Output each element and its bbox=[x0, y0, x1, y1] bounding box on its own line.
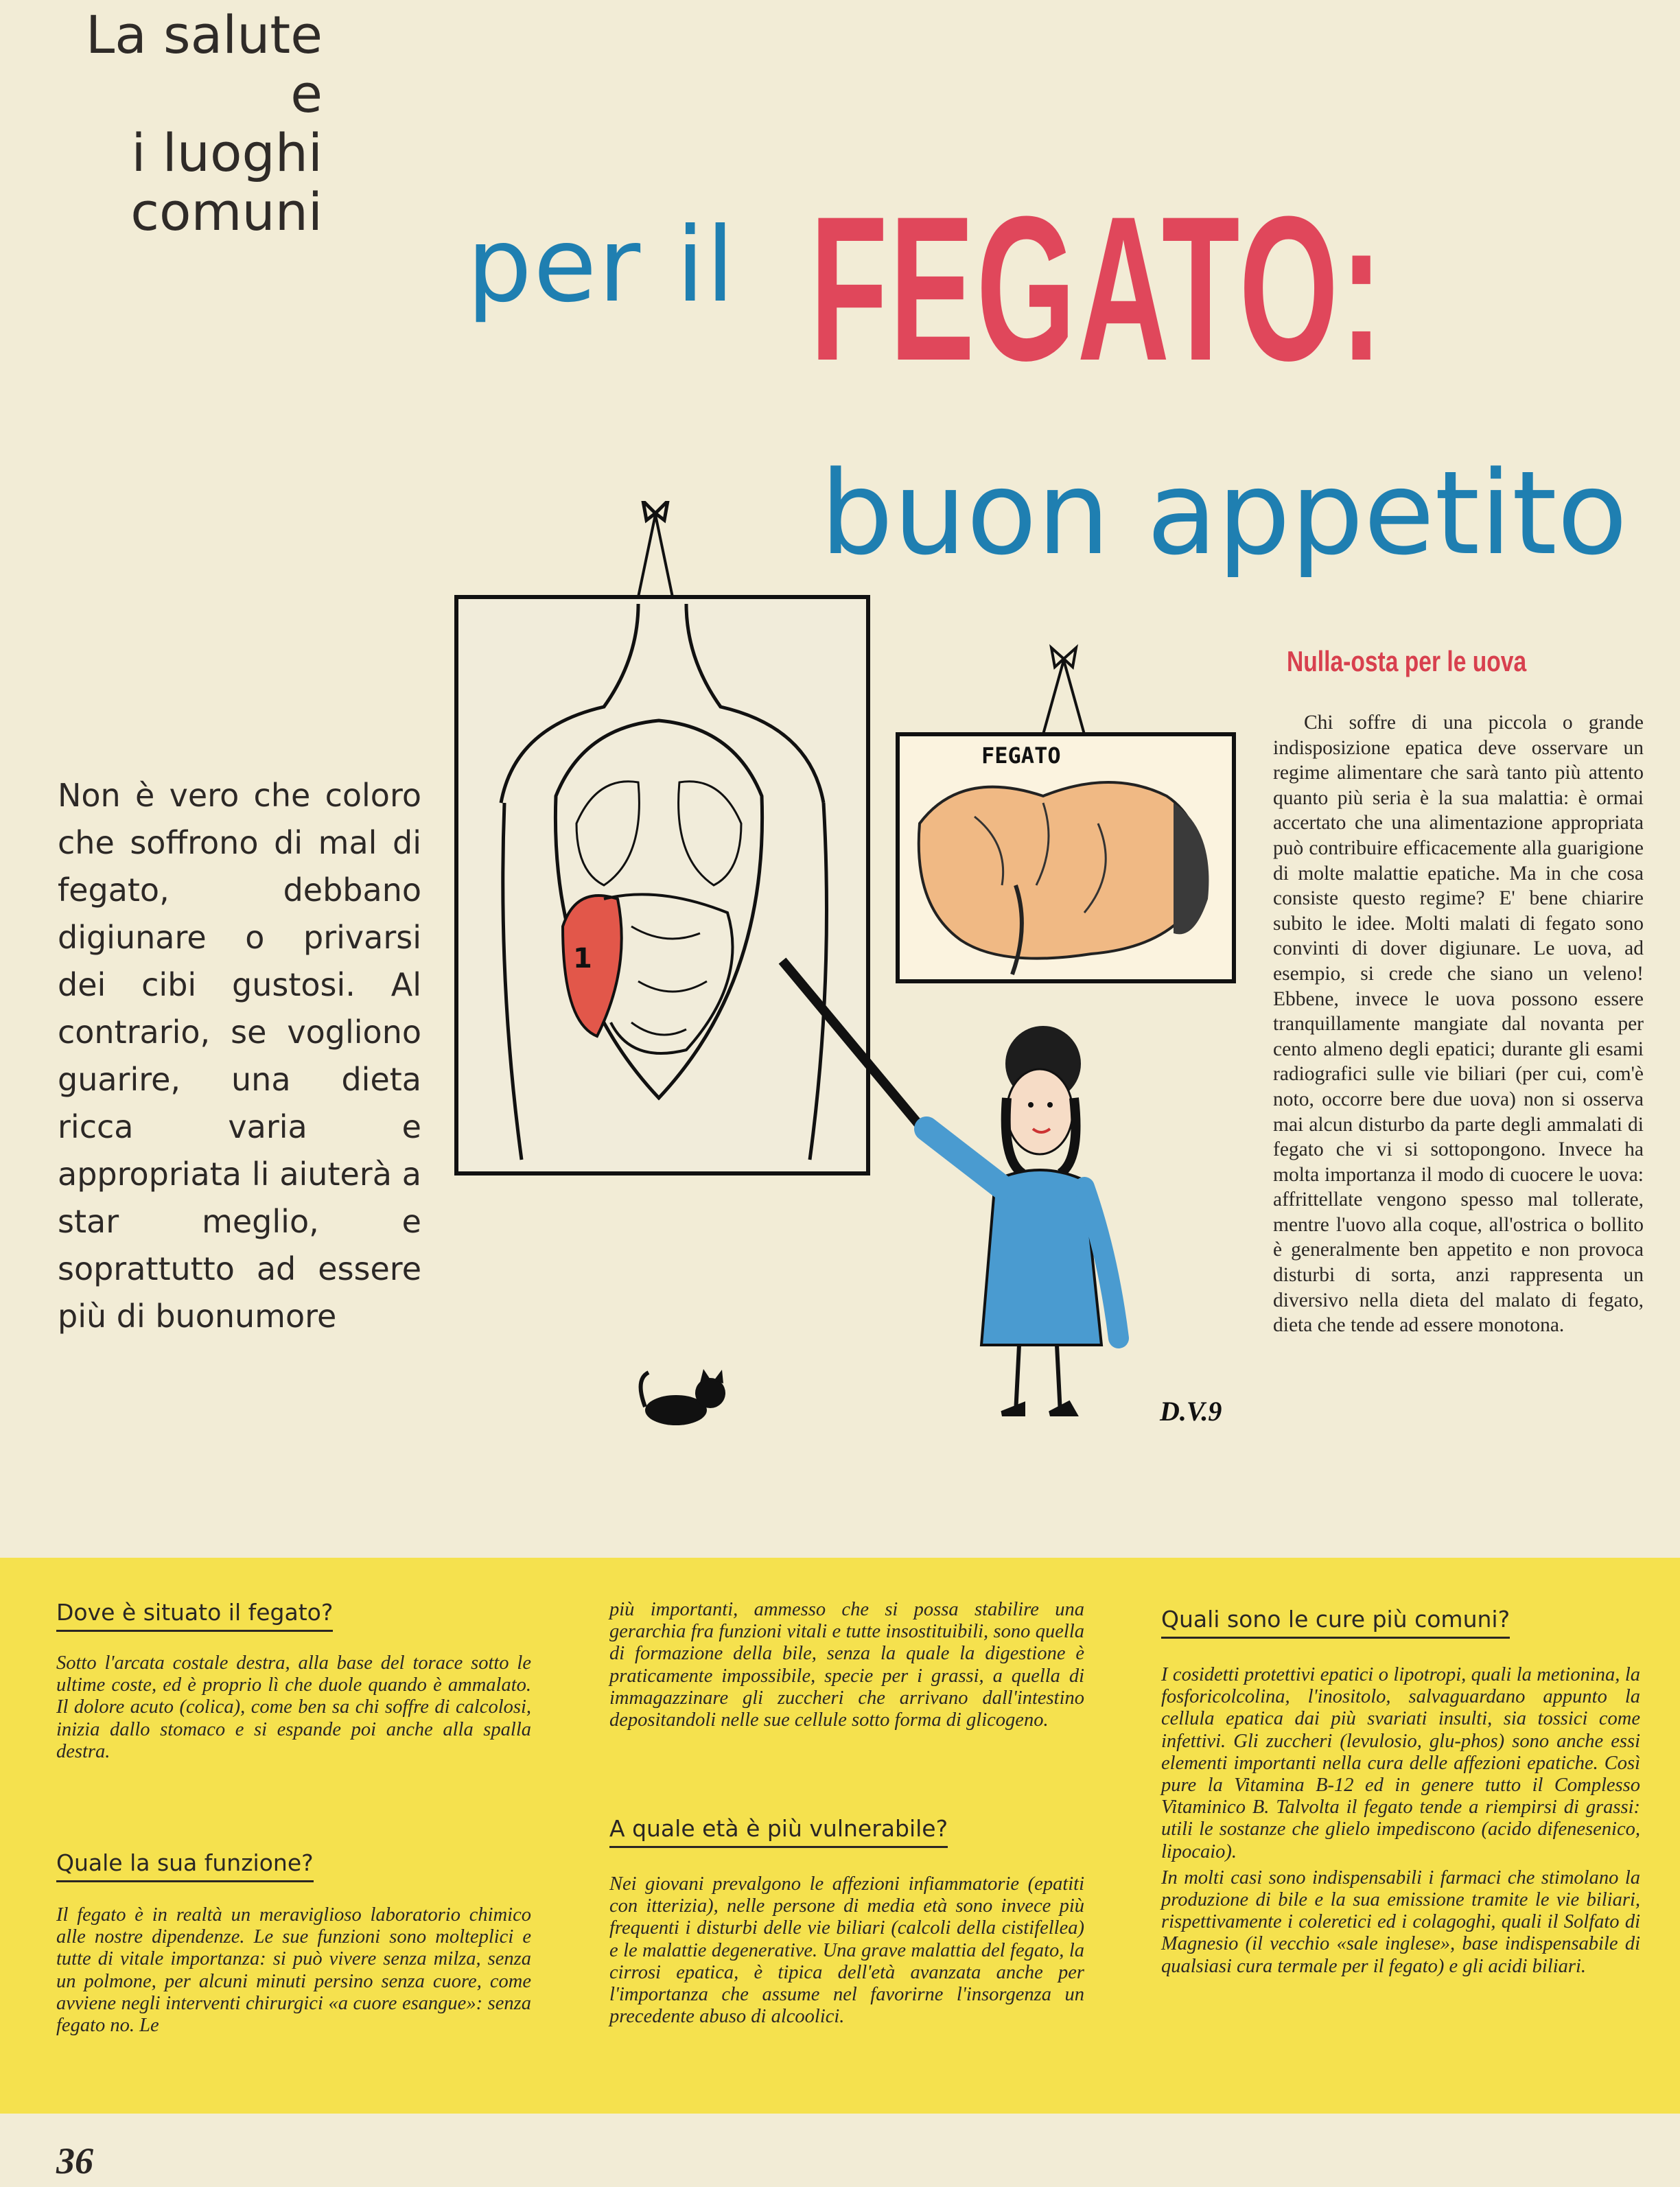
artist-signature: D.V.9 bbox=[1160, 1396, 1222, 1427]
title-prefix: per il bbox=[467, 206, 736, 325]
kicker-line-2: e bbox=[290, 63, 323, 124]
faq-text: Il fegato è in realtà un meraviglioso laboratorio chimico alle nostre dipendenze. Le sue funzioni sono molteplici e tutte di vitale importanza: si può vivere senza milza, senza un polmone, per alcuni minuti persino senza cuore, come avviene negli interventi chirurgici «a cuore esangue»: senza fegato no. Le bbox=[56, 1904, 531, 2037]
page-number: 36 bbox=[56, 2140, 93, 2182]
faq-body-function bbox=[56, 1904, 531, 2041]
kicker-line-3: i luoghi bbox=[131, 122, 323, 183]
intro-paragraph: Non è vero che coloro che soffrono di mal di fegato, debbano digiunare o privarsi dei cibi gustosi. Al contrario, se vogliono guarire, una dieta ricca varia e appropriata li aiuterà a star meglio, e soprattutto ad essere più di buonumore bbox=[58, 777, 421, 1335]
title-suffix: buon appetito bbox=[820, 446, 1628, 581]
liver-poster bbox=[898, 648, 1234, 981]
faq-body-function-cont bbox=[609, 1599, 1084, 1735]
faq-body-location bbox=[56, 1652, 531, 1767]
faq-heading-location: Dove è situato il fegato? bbox=[56, 1599, 333, 1632]
faq-body-age bbox=[609, 1873, 1084, 2032]
faq-heading-cures: Quali sono le cure più comuni? bbox=[1161, 1606, 1510, 1639]
illustration bbox=[439, 501, 1263, 1530]
woman-figure bbox=[926, 1026, 1119, 1414]
page-title: FEGATO: bbox=[810, 173, 1385, 404]
faq-heading-function: Quale la sua funzione? bbox=[56, 1849, 314, 1882]
article-body: Chi soffre di una piccola o grande indisposizione epatica deve osservare un regime alimentare che sarà tanto più attento quanto più seria è la sua malattia: è ormai accertato che una alimentazione appropriata può contribuire efficacemente alla guarigione di molte malattie epatiche. Ma in che cosa consiste questo regime? E' bene chiarire subito le idee. Molti malati di fegato sono convinti di dover digiunare. Le uova, ad esempio, si crede che siano un veleno! Ebbene, invece le uova possono essere tranquillamente mangiate dal novanta per cento almeno degli epatici; durante gli esami radiografici sulle vie biliari (per cui, com'è noto, occorre bere due uova) non si osserva mai alcun disturbo da parte degli ammalati di fegato che vi si sottopongono. Invece ha molta importanza il modo di cuocere le uova: affrittellate vengono spesso mal tollerate, mentre l'uovo alla coque, all'ostrica o bollito è generalmente ben appetito e non provoca disturbi di sorta, anzi rappresenta un diversivo nella dieta del malato di fegato, dieta che tende ad essere monotona. bbox=[1273, 712, 1644, 1337]
faq-text: più importanti, ammesso che si possa stabilire una gerarchia fra funzioni vitali e tutte insostituibili, sono quella di formazione della bile, senza la quale la digestione è praticamente impossibile, specie per i grassi, a quella di immagazzinare gli zuccheri che arrivano dall'intestino depositandoli nelle sue cellule sotto forma di glicogeno. bbox=[609, 1599, 1084, 1731]
faq-text: In molti casi sono indispensabili i farmaci che stimolano la produzione di bile e la sua emissione tramite le vie biliari, rispettivamente i coleretici ed i colagoghi, quali il Solfato di Magnesio (il vecchio «sale inglese», base indispensabile di qualsiasi cura termale per il fegato) e gli acidi biliari. bbox=[1161, 1867, 1640, 1977]
faq-text: I cosidetti protettivi epatici o lipotropi, quali la metionina, la fosforicolcolina, l'inositolo, salvaguardano appunto la cellula epatica dai più svariati insulti, sia tossici come infettivi. Gli zuccheri (levulosio, glu-phos) sono anche essi elementi importanti nella cura delle affezioni epatiche. Così pure la Vitamina B-12 ed in genere tutto il Complesso Vitaminico B. Talvolta il fegato tende a riempirsi di grassi: utili le sostanze che glielo impediscono (acido difenesenico, lipocaio). bbox=[1161, 1664, 1640, 1862]
cat-icon bbox=[641, 1369, 725, 1425]
kicker-line-1: La salute bbox=[85, 4, 323, 65]
kicker bbox=[48, 5, 323, 242]
faq-text: Nei giovani prevalgono le affezioni infiammatorie (epatiti con itterizia), nelle persone di media età sono invece più frequenti i disturbi delle vie biliari (calcoli della cistifellea) e le malattie degenerative. Una grave malattia del fegato, la cirrosi epatica, è tipica dell'età avanzata anche per l'importanza che assume nel favorirne l'insorgenza un precedente abuso di alcoolici. bbox=[609, 1873, 1084, 2028]
kicker-line-4: comuni bbox=[130, 181, 323, 242]
poster-label: FEGATO bbox=[981, 742, 1061, 769]
faq-text: Sotto l'arcata costale destra, alla base del torace sotto le ultime coste, ed è proprio lì che duole quando è ammalato. Il dolore acuto (colica), come ben sa chi soffre di calcolosi, inizia dallo stomaco e si espande poi anche alla spalla destra. bbox=[56, 1652, 531, 1762]
article-heading: Nulla-osta per le uova bbox=[1287, 645, 1527, 677]
organ-marker: 1 bbox=[573, 943, 592, 974]
faq-body-cures bbox=[1161, 1664, 1640, 1982]
faq-heading-age: A quale età è più vulnerabile? bbox=[609, 1815, 948, 1848]
anatomy-poster bbox=[456, 501, 868, 1173]
